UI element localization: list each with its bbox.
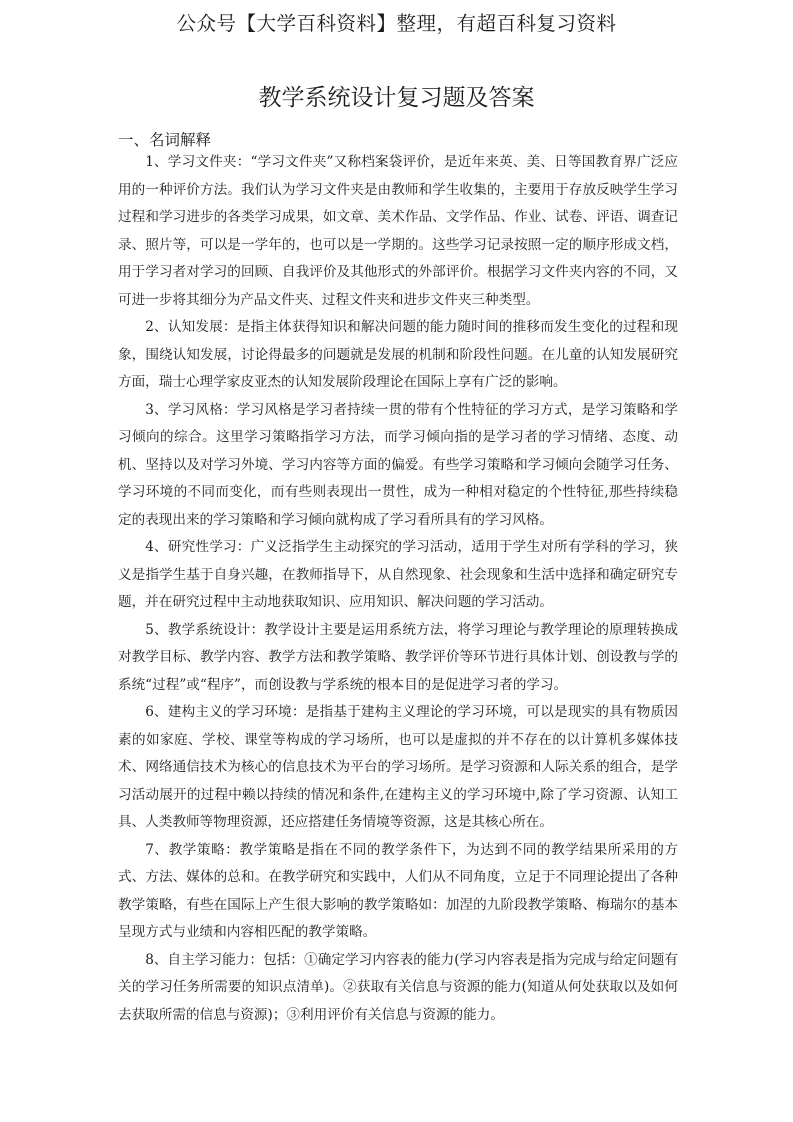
- paragraph-2: 2、认知发展：是指主体获得知识和解决问题的能力随时间的推移而发生变化的过程和现象，围绕认知发展，讨论得最多的问题就是发展的机制和阶段性问题。在儿童的认知发展研究方面，瑞士心理学家皮亚杰的认知发展阶段理论在国际上享有广泛的影响。: [118, 319, 678, 390]
- paragraph-6: 6、建构主义的学习环境：是指基于建构主义理论的学习环境，可以是现实的具有物质因素的如家庭、学校、课堂等构成的学习场所，也可以是虚拟的并不存在的以计算机多媒体技术、网络通信技术为核心的信息技术为平台的学习场所。是学习资源和人际关系的组合，是学习活动展开的过程中赖以持续的情况和条件,在建构主义的学习环境中,除了学习资源、认知工具、人类教师等物理资源，还应搭建任务情境等资源，这是其核心所在。: [118, 704, 678, 830]
- paragraph-4: 4、研究性学习：广义泛指学生主动探究的学习活动，适用于学生对所有学科的学习，狭义是指学生基于自身兴趣，在教师指导下，从自然现象、社会现象和生活中选择和确定研究专题，并在研究过程中主动地获取知识、应用知识、解决问题的学习活动。: [118, 539, 678, 610]
- document-title: 教学系统设计复习题及答案: [258, 85, 535, 111]
- paragraph-3: 3、学习风格：学习风格是学习者持续一贯的带有个性特征的学习方式，是学习策略和学习倾向的综合。这里学习策略指学习方法，而学习倾向指的是学习者的学习情绪、态度、动机、坚持以及对学习外境、学习内容等方面的偏爱。有些学习策略和学习倾向会随学习任务、学习环境的不同而变化，而有些则表现出一贯性，成为一种相对稳定的个性特征,那些持续稳定的表现出来的学习策略和学习倾向就构成了学习看所具有的学习风格。: [118, 401, 678, 528]
- paragraph-5: 5、教学系统设计：教学设计主要是运用系统方法，将学习理论与教学理论的原理转换成对教学目标、教学内容、教学方法和教学策略、教学评价等环节进行具体计划、创设教与学的系统“过程”或“程序”，而创设教与学系统的根本目的是促进学习者的学习。: [118, 621, 678, 693]
- section-heading: 一、名词解释: [118, 131, 212, 149]
- document-body: [118, 149, 678, 1029]
- watermark-header: 公众号【大学百科资料】整理，有超百科复习资料: [176, 12, 617, 35]
- paragraph-7: 7、教学策略：教学策略是指在不同的教学条件下，为达到不同的教学结果所采用的方式、方法、媒体的总和。在教学研究和实践中，人们从不同角度，立足于不同理论提出了各种教学策略，有些在国际上产生很大影响的教学策略如：加涅的九阶段教学策略、梅瑞尔的基本呈现方式与业绩和内容相匹配的教学策略。: [118, 841, 678, 940]
- paragraph-1: 1、学习文件夹：“学习文件夹”又称档案袋评价，是近年来英、美、日等国教育界广泛应用的一种评价方法。我们认为学习文件夹是由教师和学生收集的，主要用于存放反映学生学习过程和学习进步的各类学习成果，如文章、美术作品、文学作品、作业、试卷、评语、调查记录、照片等，可以是一学年的，也可以是一学期的。这些学习记录按照一定的顺序形成文档，用于学习者对学习的回顾、自我评价及其他形式的外部评价。根据学习文件夹内容的不同，又可进一步将其细分为产品文件夹、过程文件夹和进步文件夹三种类型。: [118, 154, 678, 308]
- paragraph-8: 8、自主学习能力：包括：①确定学习内容表的能力(学习内容表是指为完成与给定问题有关的学习任务所需要的知识点清单)。②获取有关信息与资源的能力(知道从何处获取以及如何去获取所需的信息与资源)；③利用评价有关信息与资源的能力。: [118, 951, 678, 1023]
